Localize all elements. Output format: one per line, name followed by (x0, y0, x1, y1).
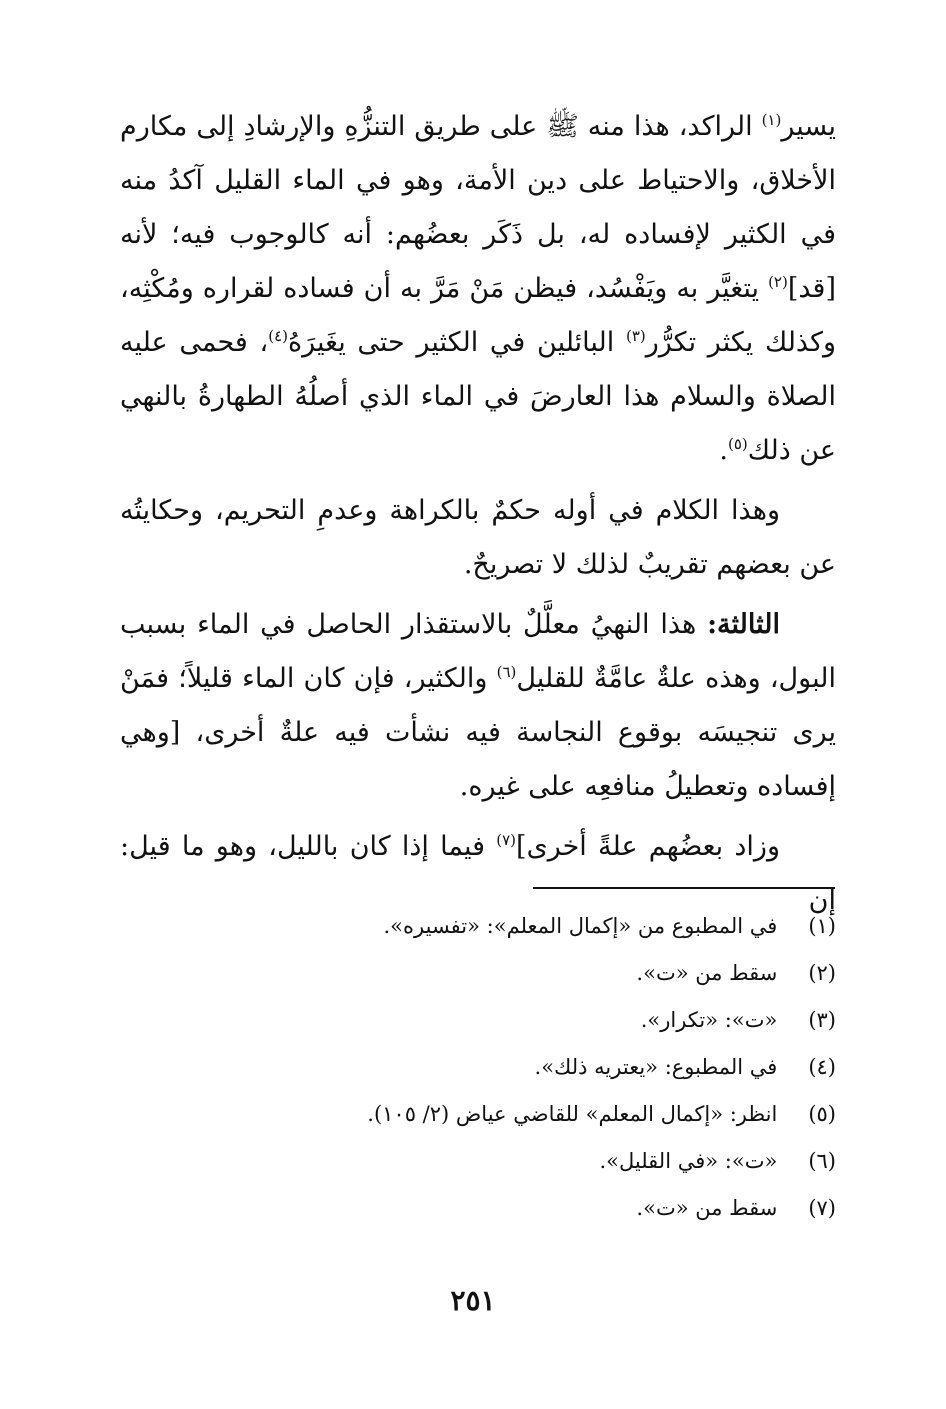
text-run: يسير (781, 111, 836, 142)
footnote-text: سقط من «ت». (636, 1196, 778, 1220)
footnote-number: (٦) (808, 1149, 836, 1173)
footnotes (120, 903, 836, 1232)
text-run: والكثير، فإن كان الماء قليلاً؛ فمَنْ يرى تنجيسَه بوقوع النجاسة فيه نشأت فيه علةٌ أخرى، [وهي إفساده وتعطيلُ منافعِه على غيره. (120, 663, 836, 802)
footnote-number: (٥) (808, 1102, 836, 1126)
footnote-marker: (٤) (268, 327, 288, 345)
footnote-marker: (٧) (496, 831, 517, 849)
text-run: . (719, 435, 728, 466)
footnote-number: (٧) (808, 1196, 836, 1220)
footnote-text: في المطبوع: «يعتريه ذلك». (534, 1055, 778, 1079)
footnote-number: (٣) (808, 1008, 836, 1032)
text-run: وزاد بعضُهم علةً أخرى] (516, 831, 781, 862)
text-run: الراكد، هذا منه ﷺ على طريق التنزُّهِ والإرشادِ إلى مكارم الأخلاق، والاحتياط على دين الأمة، وهو في الماء القليل آكدُ منه في الكثير لإفساده له، بل ذَكَر بعضُهم: أنه كالوجوب فيه؛ لأنه [قد] (120, 111, 836, 304)
footnote-text: «ت»: «في القليل». (599, 1149, 778, 1173)
text-run: ، فحمى عليه الصلاة والسلام هذا العارضَ في الماء الذي أصلُهُ الطهارةُ بالنهي عن ذلك (120, 327, 836, 466)
footnote-text: انظر: «إكمال المعلم» للقاضي عياض (٢/ ١٠٥). (367, 1102, 778, 1126)
text-run: فيما إذا كان بالليل، وهو ما قيل: إن (120, 831, 836, 916)
paragraph-2 (120, 484, 836, 592)
paragraph-lead: الثالثة: (707, 609, 780, 640)
footnote-7 (120, 1185, 836, 1232)
footnote-marker: (٣) (625, 327, 646, 345)
footnote-marker: (٢) (768, 273, 788, 291)
main-text (120, 100, 836, 934)
footnote-number: (٤) (808, 1055, 836, 1079)
footnote-3 (120, 997, 836, 1044)
text-run: البائلين في الكثير حتى يغَيرَهُ (287, 327, 626, 358)
footnote-5 (120, 1091, 836, 1138)
footnote-text: سقط من «ت». (636, 961, 778, 985)
footnote-1 (120, 903, 836, 950)
footnote-marker: (١) (761, 111, 782, 129)
text-run: يتغيَّر به ويَفْسُد، فيظن مَنْ مَرَّ به أن فساده لقراره ومُكْثِه، وكذلك يكثر تكرُّر (120, 273, 836, 358)
page-number: ٢٥١ (450, 1284, 496, 1317)
text-run: وهذا الكلام في أوله حكمٌ بالكراهة وعدمِ التحريم، وحكايتُه عن بعضهم تقريبٌ لذلك لا تصريحٌ. (120, 495, 836, 580)
text-run: هذا النهيُ معلَّلٌ بالاستقذار الحاصل في الماء بسبب البول، وهذه علةٌ عامَّةٌ للقليل (120, 609, 836, 694)
footnote-4 (120, 1044, 836, 1091)
footnote-number: (١) (808, 914, 836, 938)
paragraph-1 (120, 100, 836, 478)
footnote-text: «ت»: «تكرار». (640, 1008, 778, 1032)
footnote-text: في المطبوع من «إكمال المعلم»: «تفسيره». (383, 914, 778, 938)
footnote-2 (120, 950, 836, 997)
footnote-separator (533, 887, 835, 889)
footnote-marker: (٦) (496, 663, 517, 681)
footnote-6 (120, 1138, 836, 1185)
paragraph-3 (120, 598, 836, 814)
footnote-number: (٢) (808, 961, 836, 985)
footnote-marker: (٥) (727, 435, 748, 453)
